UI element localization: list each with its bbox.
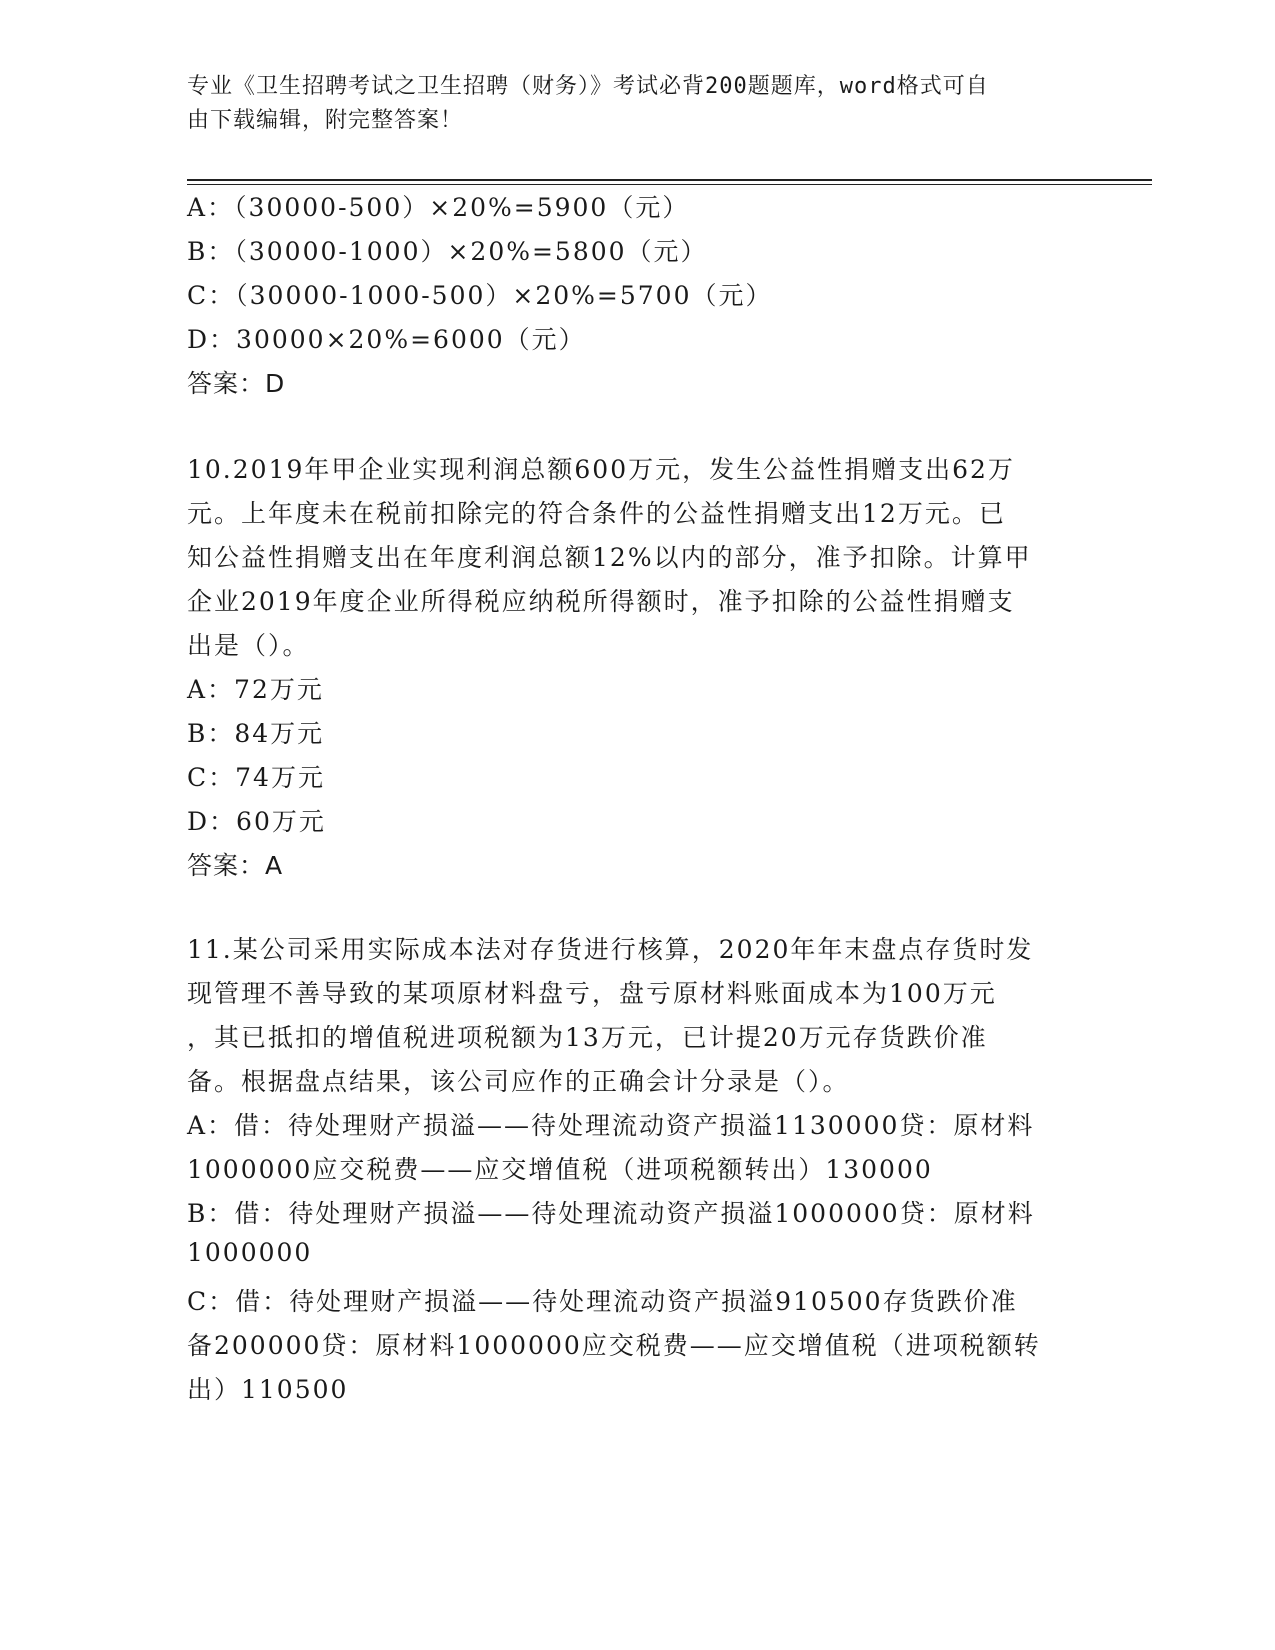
q11-option-c-line-2: 备200000贷：原材料1000000应交税费——应交增值税（进项税额转 xyxy=(187,1331,1041,1360)
q10-option-a: A：72万元 xyxy=(187,675,324,704)
q10-stem-line-5: 出是（）。 xyxy=(187,631,310,660)
q9-option-c: C：（30000-1000-500）×20%=5700（元） xyxy=(187,281,773,310)
q11-stem-line-3: ，其已抵扣的增值税进项税额为13万元，已计提20万元存货跌价准 xyxy=(187,1023,988,1052)
header-divider-thin xyxy=(187,184,1152,185)
q10-stem-line-2: 元。上年度未在税前扣除完的符合条件的公益性捐赠支出12万元。已 xyxy=(187,499,1006,528)
q11-option-a-line-2: 1000000应交税费——应交增值税（进项税额转出）130000 xyxy=(187,1155,933,1184)
q11-option-c-line-1: C：借：待处理财产损溢——待处理流动资产损溢910500存货跌价准 xyxy=(187,1287,1018,1316)
q10-option-b: B：84万元 xyxy=(187,719,325,748)
q11-stem-line-1: 11.某公司采用实际成本法对存货进行核算，2020年年末盘点存货时发 xyxy=(187,935,1034,964)
header-divider-thick xyxy=(187,179,1152,181)
q11-option-c-line-3: 出）110500 xyxy=(187,1375,349,1404)
q9-option-b: B：（30000-1000）×20%=5800（元） xyxy=(187,237,708,266)
q9-option-d: D：30000×20%=6000（元） xyxy=(187,325,586,354)
header-title-line-2: 由下载编辑，附完整答案！ xyxy=(187,108,464,133)
q10-stem-line-3: 知公益性捐赠支出在年度利润总额12%以内的部分，准予扣除。计算甲 xyxy=(187,543,1032,572)
q9-answer: 答案：D xyxy=(187,369,286,398)
header-title-line-1: 专业《卫生招聘考试之卫生招聘（财务）》考试必背200题题库，word格式可自 xyxy=(187,74,989,99)
q10-option-d: D：60万元 xyxy=(187,807,326,836)
q10-option-c: C：74万元 xyxy=(187,763,325,792)
q10-stem-line-1: 10.2019年甲企业实现利润总额600万元，发生公益性捐赠支出62万 xyxy=(187,455,1015,484)
q11-option-b-line-2: 1000000 xyxy=(187,1238,313,1267)
document-header xyxy=(187,70,1067,138)
q11-stem-line-4: 备。根据盘点结果，该公司应作的正确会计分录是（）。 xyxy=(187,1067,850,1096)
q11-stem-line-2: 现管理不善导致的某项原材料盘亏，盘亏原材料账面成本为100万元 xyxy=(187,979,997,1008)
q10-stem-line-4: 企业2019年度企业所得税应纳税所得额时，准予扣除的公益性捐赠支 xyxy=(187,587,1015,616)
q11-option-b-line-1: B：借：待处理财产损溢——待处理流动资产损溢1000000贷：原材料 xyxy=(187,1199,1035,1228)
q10-answer: 答案：A xyxy=(187,851,284,880)
q11-option-a-line-1: A：借：待处理财产损溢——待处理流动资产损溢1130000贷：原材料 xyxy=(187,1111,1035,1140)
q9-option-a: A：（30000-500）×20%=5900（元） xyxy=(187,193,690,222)
